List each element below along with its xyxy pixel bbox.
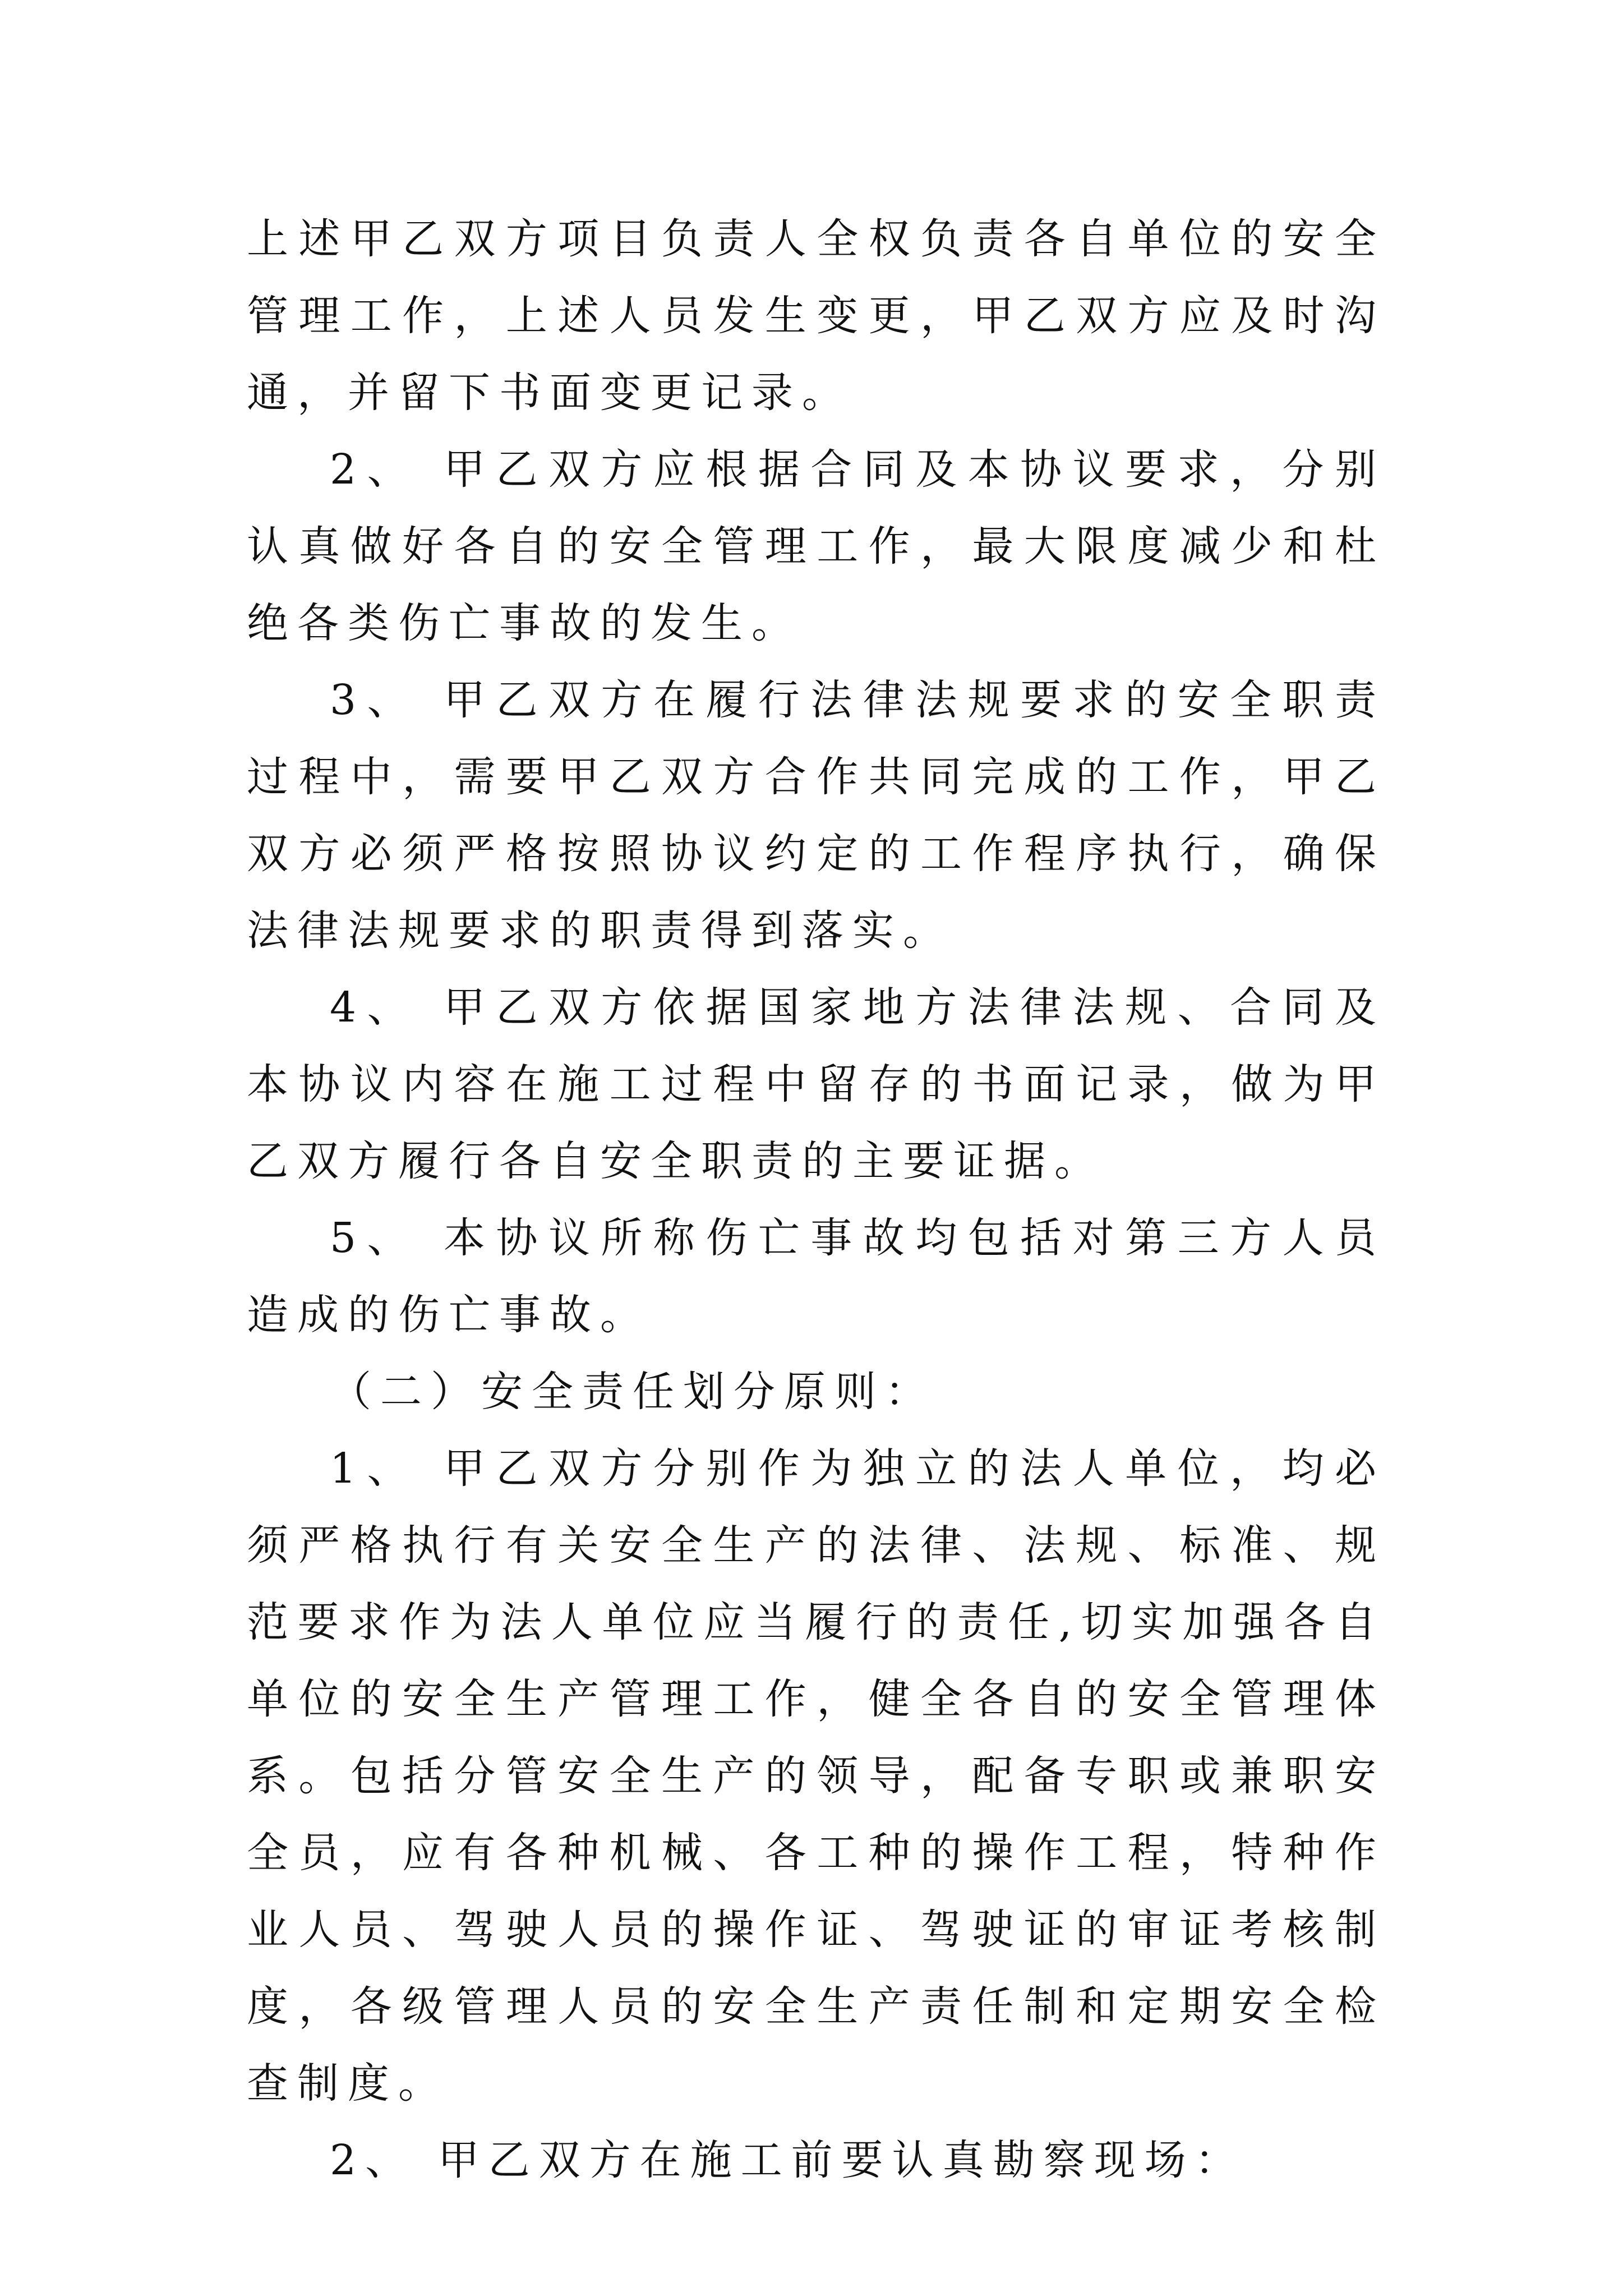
document-body xyxy=(247,201,1385,2199)
section-heading: （二）安全责任划分原则： xyxy=(330,1368,935,1416)
paragraph-item-2: 2、 甲乙双方应根据合同及本协议要求，分别认真做好各自的安全管理工作，最大限度减少和杜绝各类伤亡事故的发生。 xyxy=(247,445,1385,647)
paragraph-principle-2: 2、 甲乙双方在施工前要认真勘察现场： xyxy=(330,2136,1246,2184)
paragraph-item-3: 3、 甲乙双方在履行法律法规要求的安全职责过程中，需要甲乙双方合作共同完成的工作，甲乙双方必须严格按照协议约定的工作程序执行，确保法律法规要求的职责得到落实。 xyxy=(247,676,1385,955)
paragraph-principle-1: 1、 甲乙双方分别作为独立的法人单位，均必须严格执行有关安全生产的法律、法规、标准、规范要求作为法人单位应当履行的责任,切实加强各自单位的安全生产管理工作，健全各自的安全管理体系。包括分管安全生产的领导，配备专职或兼职安全员，应有各种机械、各工种的操作工程，特种作业人员、驾驶人员的操作证、驾驶证的审证考核制度，各级管理人员的安全生产责任制和定期安全检查制度。 xyxy=(247,1444,1385,2108)
paragraph-item-4: 4、 甲乙双方依据国家地方法律法规、合同及本协议内容在施工过程中留存的书面记录，做为甲乙双方履行各自安全职责的主要证据。 xyxy=(247,983,1385,1185)
paragraph-continuation: 上述甲乙双方项目负责人全权负责各自单位的安全管理工作，上述人员发生变更，甲乙双方应及时沟通，并留下书面变更记录。 xyxy=(247,215,1385,417)
paragraph-item-5: 5、 本协议所称伤亡事故均包括对第三方人员造成的伤亡事故。 xyxy=(247,1214,1385,1339)
